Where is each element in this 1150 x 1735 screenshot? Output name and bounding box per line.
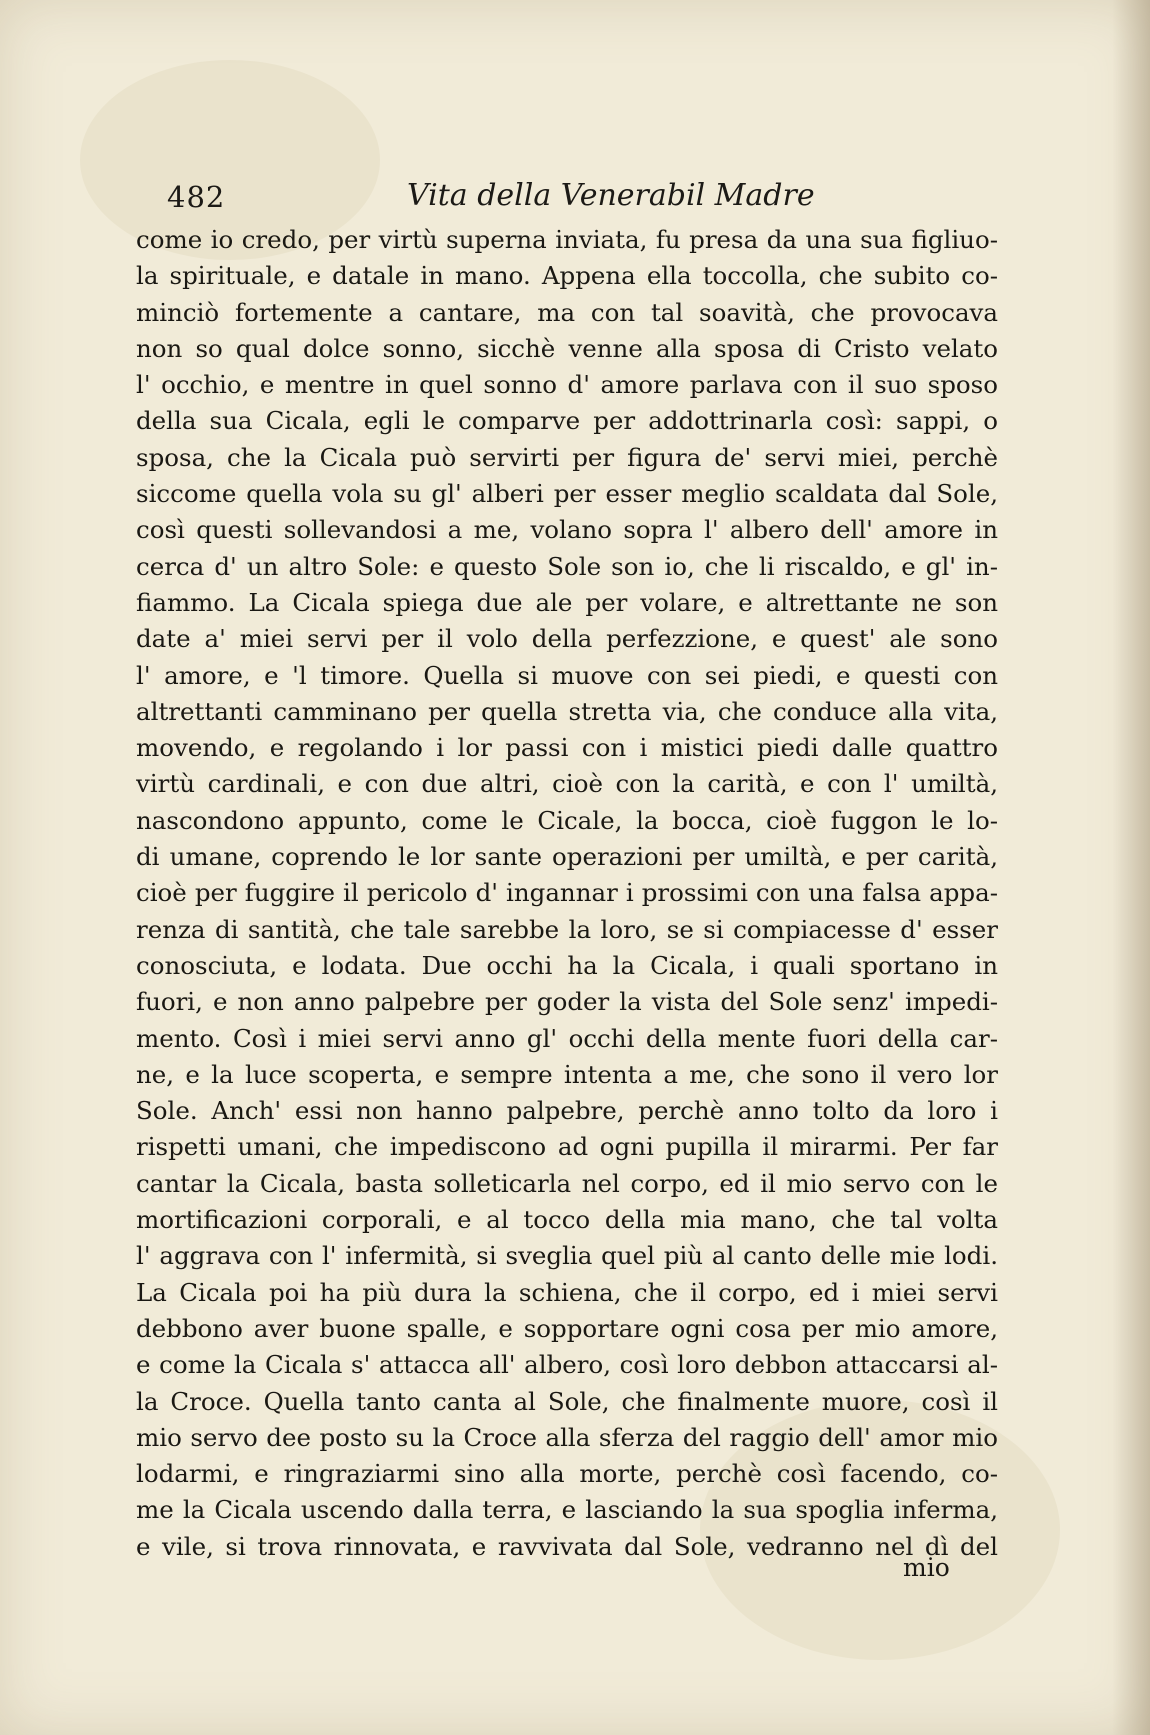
- text-line: della sua Cicala, egli le comparve per addottrinarla così: sappi, o: [136, 406, 998, 436]
- text-line: debbono aver buone spalle, e sopportare ogni cosa per mio amore,: [136, 1313, 998, 1343]
- text-line: e come la Cicala s' attacca all' albero, così loro debbon attaccarsi al-: [136, 1350, 998, 1380]
- text-line: me la Cicala uscendo dalla terra, e lasciando la sua spoglia inferma,: [136, 1495, 998, 1525]
- text-line: l' occhio, e mentre in quel sonno d' amore parlava con il suo sposo: [136, 370, 998, 400]
- text-line: di umane, coprendo le lor sante operazioni per umiltà, e per carità,: [136, 842, 998, 872]
- text-line: minciò fortemente a cantare, ma con tal soavità, che provocava: [136, 297, 998, 327]
- text-line: siccome quella vola su gl' alberi per esser meglio scaldata dal Sole,: [136, 479, 998, 509]
- text-line: non so qual dolce sonno, sicchè venne alla sposa di Cristo velato: [136, 333, 998, 363]
- text-line: date a' miei servi per il volo della perfezzione, e quest' ale sono: [136, 624, 998, 654]
- text-line: così questi sollevandosi a me, volano sopra l' albero dell' amore in: [136, 515, 998, 545]
- text-line: nascondono appunto, come le Cicale, la bocca, cioè fuggon le lo-: [136, 805, 998, 835]
- text-line: e vile, si trova rinnovata, e ravvivata dal Sole, vedranno nel dì del: [136, 1531, 998, 1561]
- text-line: conosciuta, e lodata. Due occhi ha la Cicala, i quali sportano in: [136, 950, 998, 980]
- text-line: l' amore, e 'l timore. Quella si muove con sei piedi, e questi con: [136, 660, 998, 690]
- text-line: movendo, e regolando i lor passi con i mistici piedi dalle quattro: [136, 733, 998, 763]
- page-header: [167, 178, 815, 220]
- text-line: fuori, e non anno palpebre per goder la vista del Sole senz' impedi-: [136, 987, 998, 1017]
- text-line: come io credo, per virtù superna inviata, fu presa da una sua figliuo-: [136, 225, 998, 254]
- page-number: 482: [167, 180, 226, 214]
- catchword: mio: [903, 1553, 950, 1582]
- text-line: sposa, che la Cicala può servirti per figura de' servi miei, perchè: [136, 442, 998, 472]
- text-line: la spirituale, e datale in mano. Appena ella toccolla, che subito co-: [136, 261, 998, 291]
- text-line: altrettanti camminano per quella stretta via, che conduce alla vita,: [136, 696, 998, 726]
- page-edge-shadow: [1112, 0, 1150, 1735]
- text-line: mento. Così i miei servi anno gl' occhi della mente fuori della car-: [136, 1023, 998, 1053]
- text-line: rispetti umani, che impediscono ad ogni pupilla il mirarmi. Per far: [136, 1132, 998, 1162]
- body-text: [136, 222, 998, 1565]
- running-title: Vita della Venerabil Madre: [407, 178, 815, 213]
- text-line: cioè per fuggire il pericolo d' ingannar i prossimi con una falsa appa-: [136, 878, 998, 908]
- text-line: lodarmi, e ringraziarmi sino alla morte, perchè così facendo, co-: [136, 1459, 998, 1489]
- text-line: La Cicala poi ha più dura la schiena, che il corpo, ed i miei servi: [136, 1277, 998, 1307]
- text-line: fiammo. La Cicala spiega due ale per volare, e altrettante ne son: [136, 587, 998, 617]
- text-line: cerca d' un altro Sole: e questo Sole son io, che li riscaldo, e gl' in-: [136, 551, 998, 581]
- text-line: cantar la Cicala, basta solleticarla nel corpo, ed il mio servo con le: [136, 1168, 998, 1198]
- text-line: virtù cardinali, e con due altri, cioè con la carità, e con l' umiltà,: [136, 769, 998, 799]
- text-line: mortificazioni corporali, e al tocco della mia mano, che tal volta: [136, 1205, 998, 1235]
- text-line: l' aggrava con l' infermità, si sveglia quel più al canto delle mie lodi.: [136, 1241, 998, 1271]
- text-line: ne, e la luce scoperta, e sempre intenta a me, che sono il vero lor: [136, 1059, 998, 1089]
- text-line: Sole. Anch' essi non hanno palpebre, perchè anno tolto da loro i: [136, 1096, 998, 1126]
- text-line: mio servo dee posto su la Croce alla sferza del raggio dell' amor mio: [136, 1422, 998, 1452]
- text-line: la Croce. Quella tanto canta al Sole, che finalmente muore, così il: [136, 1386, 998, 1416]
- text-line: renza di santità, che tale sarebbe la loro, se si compiacesse d' esser: [136, 914, 998, 944]
